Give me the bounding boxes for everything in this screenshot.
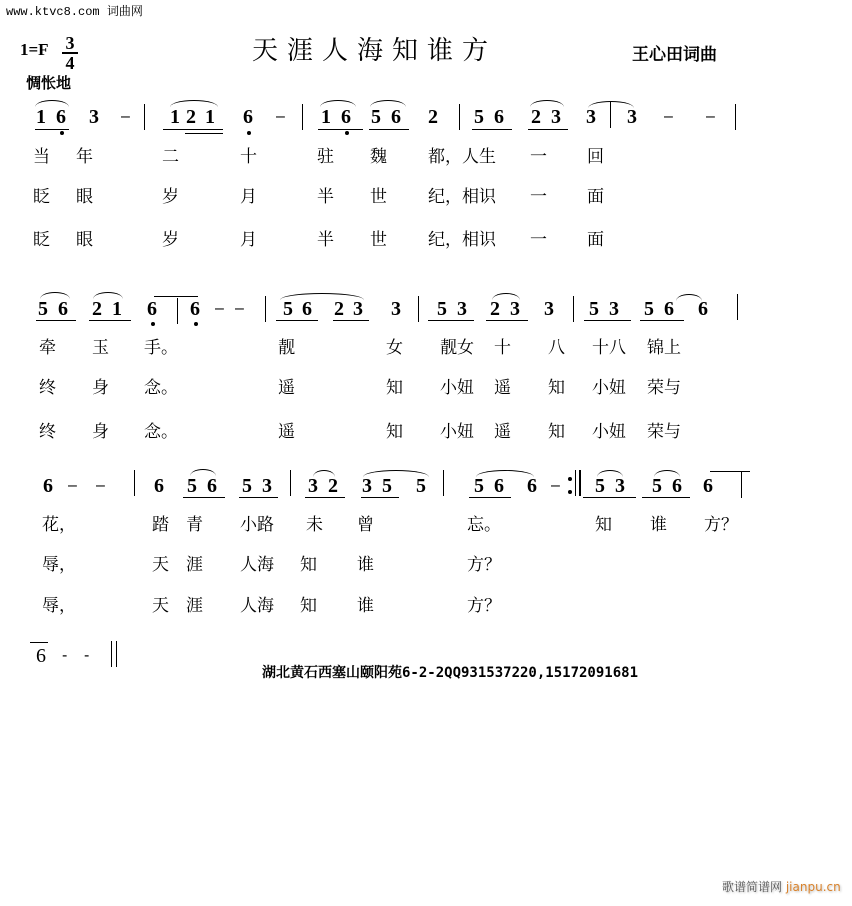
lyric: 念。 [144, 422, 178, 442]
barline [418, 296, 419, 322]
note: 6 [154, 475, 164, 497]
underline [428, 320, 474, 321]
lyric: 十 [494, 338, 511, 358]
barline [741, 472, 742, 498]
note: 6 [147, 298, 157, 320]
lyric: 未 [306, 515, 323, 535]
lyric: 方？ [704, 515, 738, 535]
note: 2 [490, 298, 500, 320]
note: 5 [382, 475, 392, 497]
lyric: 天 [152, 596, 169, 616]
underline [469, 497, 511, 498]
note: 5 [283, 298, 293, 320]
barline [459, 104, 460, 130]
note: 5 [474, 106, 484, 128]
dash: – [68, 477, 77, 494]
note: 2 [334, 298, 344, 320]
lyric: 踏 [152, 515, 169, 535]
lyric: 眨 [33, 187, 50, 207]
lyric: 念。 [144, 378, 178, 398]
lyric: 玉 [92, 338, 109, 358]
underline [528, 129, 568, 130]
lyric: 谁 [357, 596, 374, 616]
lyric: 知 [548, 378, 565, 398]
note: 2 [531, 106, 541, 128]
lyric: 一 [530, 230, 547, 250]
note: 6 [494, 475, 504, 497]
tempo-marking: 惆怅地 [26, 74, 72, 92]
lyric: 半 [317, 187, 334, 207]
lyric: 小妞 [592, 378, 626, 398]
underline [369, 129, 409, 130]
note: 6 [43, 475, 53, 497]
barline [265, 296, 266, 322]
note: 1 [36, 106, 46, 128]
lyric: 方？ [467, 596, 501, 616]
lyric: 辱， [42, 555, 76, 575]
note: 2 [428, 106, 438, 128]
lyric: 小妞 [592, 422, 626, 442]
note: 6 [391, 106, 401, 128]
lyric: 遥 [494, 422, 511, 442]
lyric: 辱， [42, 596, 76, 616]
lyric: 涯 [186, 555, 203, 575]
lyric: 荣与 [647, 378, 681, 398]
lyric: 岁 [162, 230, 179, 250]
watermark [722, 878, 841, 895]
note: 3 [457, 298, 467, 320]
lyric: 驻 [317, 147, 334, 167]
note: 3 [89, 106, 99, 128]
time-signature-bottom: 4 [65, 53, 75, 73]
low-octave-dot [345, 131, 349, 135]
note: 3 [586, 106, 596, 128]
barline [735, 104, 736, 130]
barline [134, 470, 135, 496]
low-octave-dot [247, 131, 251, 135]
underline [583, 497, 636, 498]
lyric: 纪，相识 [428, 187, 496, 207]
lyric: 面 [587, 230, 604, 250]
note: 3 [362, 475, 372, 497]
dash: – [664, 108, 673, 125]
lyric: 回 [587, 147, 604, 167]
lyric: 靓 [278, 338, 295, 358]
note: 6 [58, 298, 68, 320]
note: 6 [207, 475, 217, 497]
lyric: 知 [300, 596, 317, 616]
underline [163, 129, 223, 130]
underline [333, 320, 369, 321]
barline [177, 298, 178, 324]
note: 6 [703, 475, 713, 497]
lyric: 遥 [278, 422, 295, 442]
note: 5 [644, 298, 654, 320]
lyric: 当 [33, 147, 50, 167]
lyric: 岁 [162, 187, 179, 207]
underline [640, 320, 684, 321]
lyric: 世 [370, 187, 387, 207]
dash: – [215, 300, 224, 317]
lyric: 月 [240, 230, 257, 250]
lyric: 一 [530, 187, 547, 207]
note: 6 [56, 106, 66, 128]
note: 1 [112, 298, 122, 320]
underline [183, 497, 225, 498]
site-watermark: www.ktvc8.com 词曲网 [6, 5, 143, 19]
note: 5 [474, 475, 484, 497]
lyric: 面 [587, 187, 604, 207]
final-barline [111, 641, 112, 667]
note: 6 [527, 475, 537, 497]
lyric: 天 [152, 555, 169, 575]
note: 6 [302, 298, 312, 320]
barline [144, 104, 145, 130]
barline [737, 294, 738, 320]
dash: - [62, 647, 68, 664]
note: 6 [664, 298, 674, 320]
note: 5 [652, 475, 662, 497]
lyric: 遥 [278, 378, 295, 398]
lyric: 忘。 [467, 515, 501, 535]
underline [472, 129, 512, 130]
lyric: 知 [386, 422, 403, 442]
lyric: 眼 [76, 187, 93, 207]
dash: – [276, 108, 285, 125]
underline [276, 320, 318, 321]
song-title: 天涯人海知谁方 [252, 36, 498, 66]
song-author: 王心田词曲 [632, 45, 717, 65]
lyric: 青 [186, 515, 203, 535]
low-octave-dot [151, 322, 155, 326]
underline [642, 497, 690, 498]
barline [573, 296, 574, 322]
note: 1 [205, 106, 215, 128]
note: 3 [551, 106, 561, 128]
lyric: 月 [240, 187, 257, 207]
lyric: 方？ [467, 555, 501, 575]
repeat-dot [568, 477, 572, 481]
lyric: 一 [530, 147, 547, 167]
dash: – [121, 108, 130, 125]
note: 2 [92, 298, 102, 320]
watermark-en: jianpu.cn [785, 880, 841, 894]
note: 3 [627, 106, 637, 128]
lyric: 荣与 [647, 422, 681, 442]
note: 5 [437, 298, 447, 320]
note: 1 [170, 106, 180, 128]
dash: – [96, 477, 105, 494]
lyric: 知 [386, 378, 403, 398]
lyric: 眼 [76, 230, 93, 250]
lyric: 牵 [39, 338, 56, 358]
lyric: 终 [39, 378, 56, 398]
lyric: 世 [370, 230, 387, 250]
underline [35, 129, 69, 130]
note: 2 [328, 475, 338, 497]
note: 6 [698, 298, 708, 320]
lyric: 纪，相识 [428, 230, 496, 250]
dash: – [235, 300, 244, 317]
note: 6 [494, 106, 504, 128]
tie [710, 471, 750, 472]
note: 6 [190, 298, 200, 320]
note: 3 [510, 298, 520, 320]
underline [305, 497, 345, 498]
lyric: 知 [548, 422, 565, 442]
lyric: 人海 [240, 555, 274, 575]
lyric: 人海 [240, 596, 274, 616]
lyric: 手。 [144, 338, 178, 358]
note: 6 [341, 106, 351, 128]
time-signature-top: 3 [65, 33, 75, 53]
lyric: 涯 [186, 596, 203, 616]
watermark-cn: 歌谱简谱网 [722, 880, 783, 894]
dash: – [706, 108, 715, 125]
barline [302, 104, 303, 130]
underline [36, 320, 76, 321]
note: 6 [243, 106, 253, 128]
lyric: 小妞 [440, 422, 474, 442]
contact-info: 湖北黄石西塞山颐阳苑6-2-2QQ931537220,15172091681 [262, 665, 639, 681]
dash: - [84, 647, 90, 664]
note: 5 [371, 106, 381, 128]
tie [154, 296, 198, 297]
lyric: 八 [548, 338, 565, 358]
low-octave-dot [194, 322, 198, 326]
lyric: 魏 [370, 147, 387, 167]
lyric: 遥 [494, 378, 511, 398]
note: 5 [187, 475, 197, 497]
underline [239, 497, 278, 498]
note: 6 [36, 645, 46, 667]
lyric: 谁 [357, 555, 374, 575]
underline [584, 320, 631, 321]
note: 1 [321, 106, 331, 128]
lyric: 小路 [240, 515, 274, 535]
lyric: 女 [386, 338, 403, 358]
time-signature [62, 34, 78, 72]
lyric: 都，人生 [428, 147, 496, 167]
barline [610, 102, 611, 128]
lyric: 年 [76, 147, 93, 167]
lyric: 锦上 [647, 338, 681, 358]
note: 3 [308, 475, 318, 497]
lyric: 半 [317, 230, 334, 250]
note: 6 [672, 475, 682, 497]
lyric: 谁 [650, 515, 667, 535]
lyric: 知 [300, 555, 317, 575]
note: 3 [615, 475, 625, 497]
final-barline [116, 641, 117, 667]
note: 5 [589, 298, 599, 320]
note: 3 [391, 298, 401, 320]
underline [89, 320, 131, 321]
note: 3 [609, 298, 619, 320]
lyric: 花， [42, 515, 76, 535]
lyric: 知 [595, 515, 612, 535]
key-signature: 1=F [20, 40, 49, 59]
lyric: 身 [92, 378, 109, 398]
underline [486, 320, 528, 321]
note: 5 [416, 475, 426, 497]
underline [318, 129, 363, 130]
slur [476, 470, 534, 477]
note: 5 [242, 475, 252, 497]
double-underline [185, 133, 223, 134]
repeat-barline [575, 470, 576, 496]
lyric: 身 [92, 422, 109, 442]
lyric: 曾 [357, 515, 374, 535]
low-octave-dot [60, 131, 64, 135]
note: 3 [544, 298, 554, 320]
note: 3 [353, 298, 363, 320]
lyric: 十八 [592, 338, 626, 358]
lyric: 小妞 [440, 378, 474, 398]
note: 3 [262, 475, 272, 497]
lyric: 二 [162, 147, 179, 167]
repeat-barline-thick [579, 470, 581, 496]
tie [30, 642, 48, 643]
dash: – [551, 477, 560, 494]
barline [443, 470, 444, 496]
barline [290, 470, 291, 496]
note: 5 [38, 298, 48, 320]
note: 5 [595, 475, 605, 497]
lyric: 眨 [33, 230, 50, 250]
lyric: 十 [240, 147, 257, 167]
underline [361, 497, 399, 498]
repeat-dot [568, 490, 572, 494]
note: 2 [186, 106, 196, 128]
lyric: 终 [39, 422, 56, 442]
lyric: 靓女 [440, 338, 474, 358]
